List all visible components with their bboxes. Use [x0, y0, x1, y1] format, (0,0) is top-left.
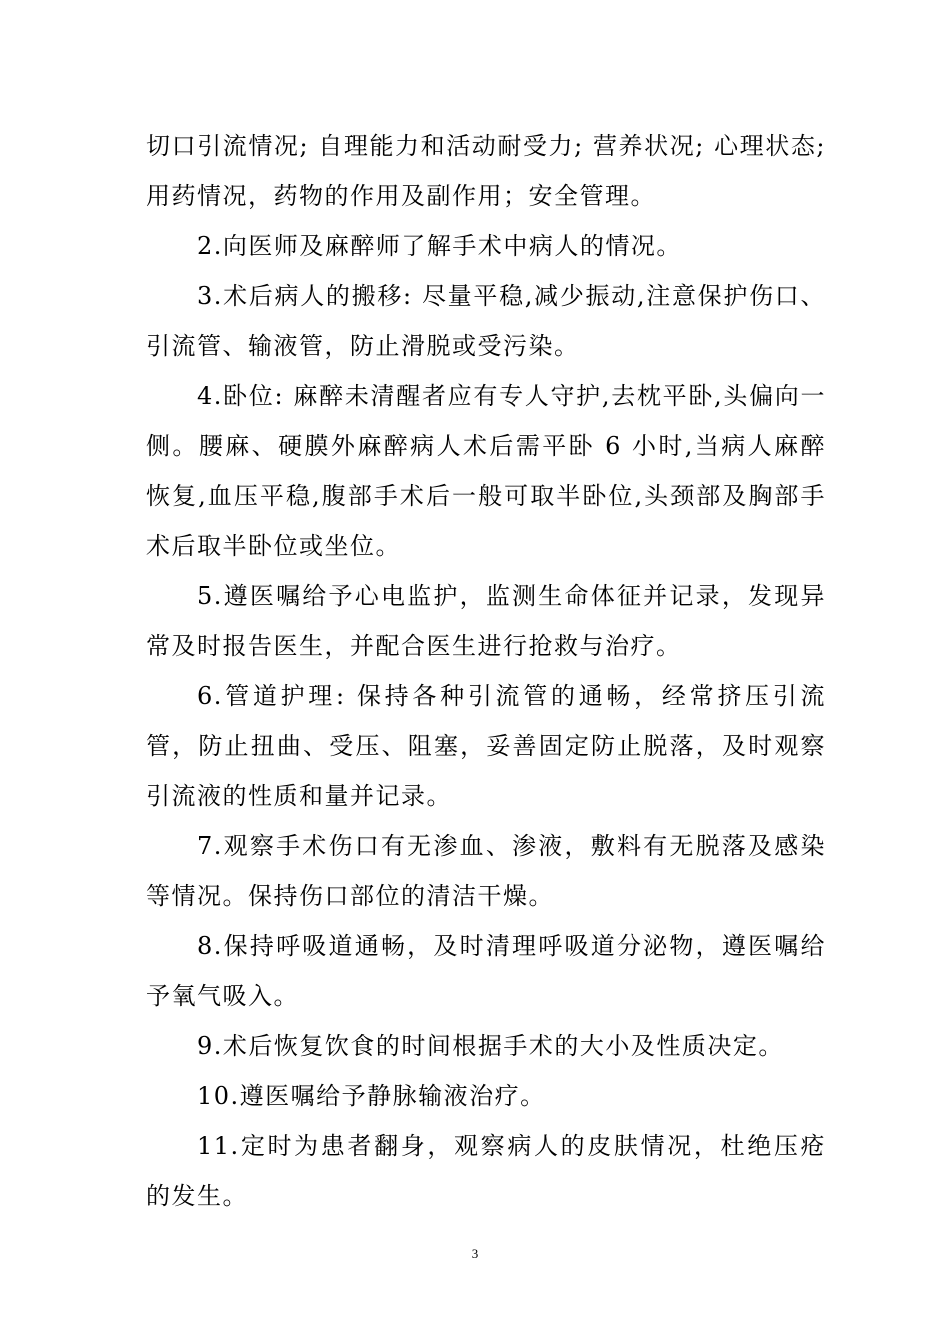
paragraph-item-2: 2.向医师及麻醉师了解手术中病人的情况。: [197, 232, 682, 260]
paragraph-item-6: 6.管道护理: 保持各种引流管的通畅，经常挤压引流管，防止扭曲、受压、阻塞，妥善固定防止脱落，及时观察引流液的性质和量并记录。: [146, 682, 826, 810]
paragraph-item-3: 3.术后病人的搬移: 尽量平稳,减少振动,注意保护伤口、引流管、输液管，防止滑脱或受污染。: [146, 282, 826, 360]
document-body: [146, 121, 826, 1221]
paragraph-continued: 切口引流情况; 自理能力和活动耐受力; 营养状况; 心理状态; 用药情况，药物的作用及副作用；安全管理。: [146, 132, 826, 210]
paragraph-item-8: 8.保持呼吸道通畅，及时清理呼吸道分泌物，遵医嘱给予氧气吸入。: [146, 932, 826, 1010]
paragraph-item-10: 10.遵医嘱给予静脉输液治疗。: [197, 1082, 546, 1110]
page-number: 3: [471, 1246, 479, 1261]
paragraph-item-4: 4.卧位: 麻醉未清醒者应有专人守护,去枕平卧,头偏向一侧。腰麻、硬膜外麻醉病人术后需平卧 6 小时,当病人麻醉恢复,血压平稳,腹部手术后一般可取半卧位,头颈部及胸部手术后取半卧位或坐位。: [146, 382, 826, 560]
paragraph-item-9: 9.术后恢复饮食的时间根据手术的大小及性质决定。: [197, 1032, 784, 1060]
paragraph-item-7: 7.观察手术伤口有无渗血、渗液，敷料有无脱落及感染等情况。保持伤口部位的清洁干燥。: [146, 832, 826, 910]
paragraph-item-5: 5.遵医嘱给予心电监护，监测生命体征并记录，发现异常及时报告医生，并配合医生进行抢救与治疗。: [146, 582, 826, 660]
paragraph-item-11: 11.定时为患者翻身，观察病人的皮肤情况，杜绝压疮的发生。: [146, 1132, 826, 1210]
